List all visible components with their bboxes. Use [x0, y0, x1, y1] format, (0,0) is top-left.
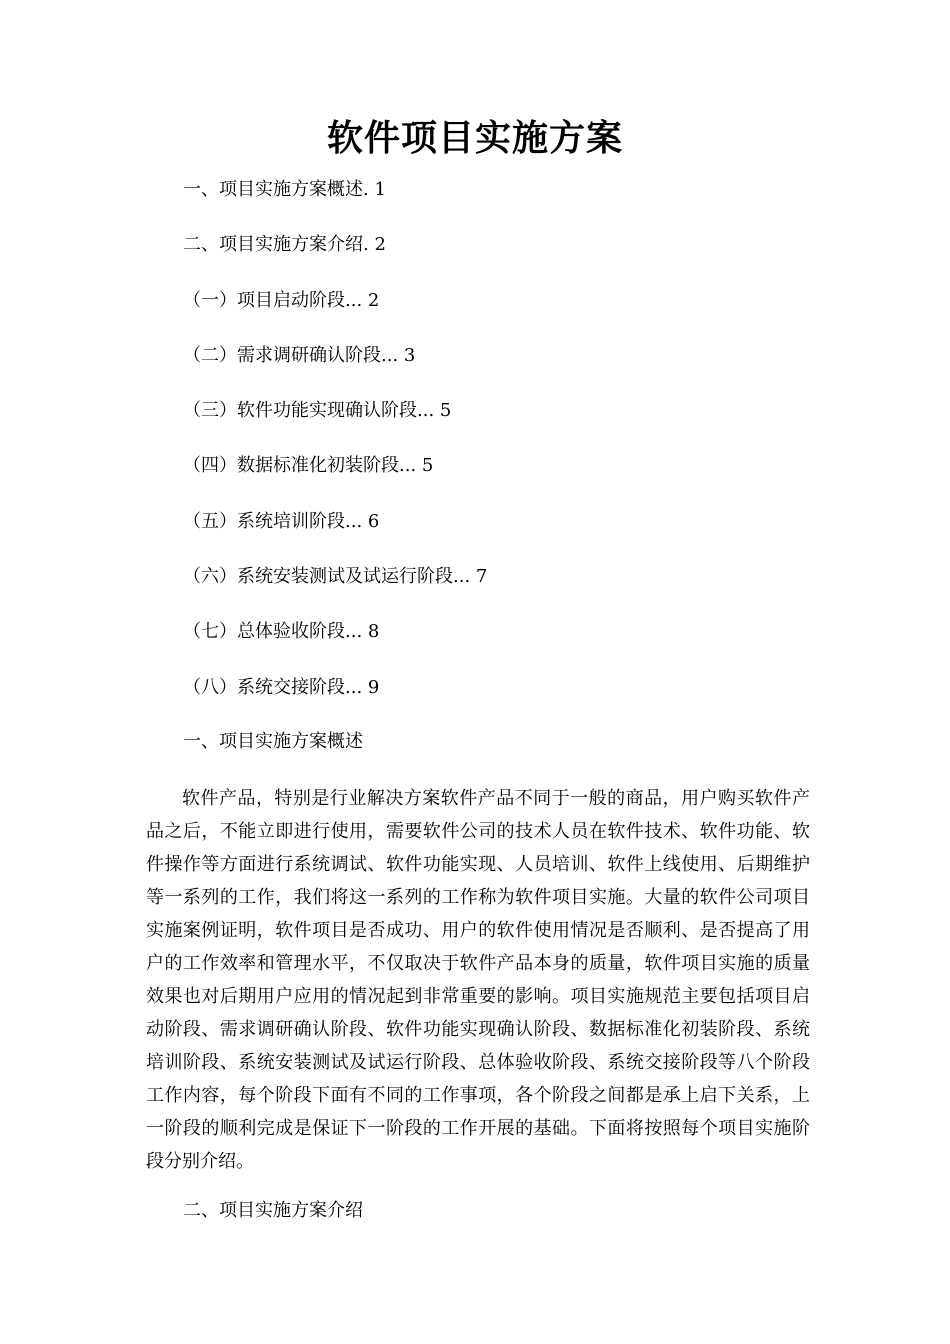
toc-entry[interactable]: （五）系统培训阶段... 6	[183, 510, 380, 532]
section-heading-introduction: 二、项目实施方案介绍	[183, 1200, 363, 1221]
toc-entry[interactable]: （四）数据标准化初装阶段... 5	[183, 455, 434, 477]
toc-entry[interactable]: （二）需求调研确认阶段... 3	[183, 344, 416, 366]
section-heading-overview: 一、项目实施方案概述	[183, 731, 363, 752]
toc-entry[interactable]: （八）系统交接阶段... 9	[183, 676, 380, 698]
table-of-contents	[183, 176, 487, 729]
document-title: 软件项目实施方案	[326, 117, 623, 159]
toc-entry[interactable]: （六）系统安装测试及试运行阶段... 7	[183, 566, 488, 588]
toc-entry[interactable]: （一）项目启动阶段... 2	[183, 289, 380, 311]
toc-entry[interactable]: （七）总体验收阶段... 8	[183, 621, 380, 643]
toc-entry[interactable]: 一、项目实施方案概述. 1	[183, 179, 386, 200]
toc-entry[interactable]: （三）软件功能实现确认阶段... 5	[183, 400, 452, 422]
toc-entry[interactable]: 二、项目实施方案介绍. 2	[183, 234, 386, 256]
section-paragraph-overview: 软件产品，特别是行业解决方案软件产品不同于一般的商品，用户购买软件产品之后，不能立即进行使用，需要软件公司的技术人员在软件技术、软件功能、软件操作等方面进行系统调试、软件功能实现、人员培训、软件上线使用、后期维护等一系列的工作，我们将这一系列的工作称为软件项目实施。大量的软件公司项目实施案例证明，软件项目是否成功、用户的软件使用情况是否顺利、是否提高了用户的工作效率和管理水平，不仅取决于软件产品本身的质量，软件项目实施的质量效果也对后期用户应用的情况起到非常重要的影响。项目实施规范主要包括项目启动阶段、需求调研确认阶段、软件功能实现确认阶段、数据标准化初装阶段、系统培训阶段、系统安装测试及试运行阶段、总体验收阶段、系统交接阶段等八个阶段工作内容，每个阶段下面有不同的工作事项，各个阶段之间都是承上启下关系，上一阶段的顺利完成是保证下一阶段的工作开展的基础。下面将按照每个项目实施阶段分别介绍。	[146, 788, 810, 1172]
